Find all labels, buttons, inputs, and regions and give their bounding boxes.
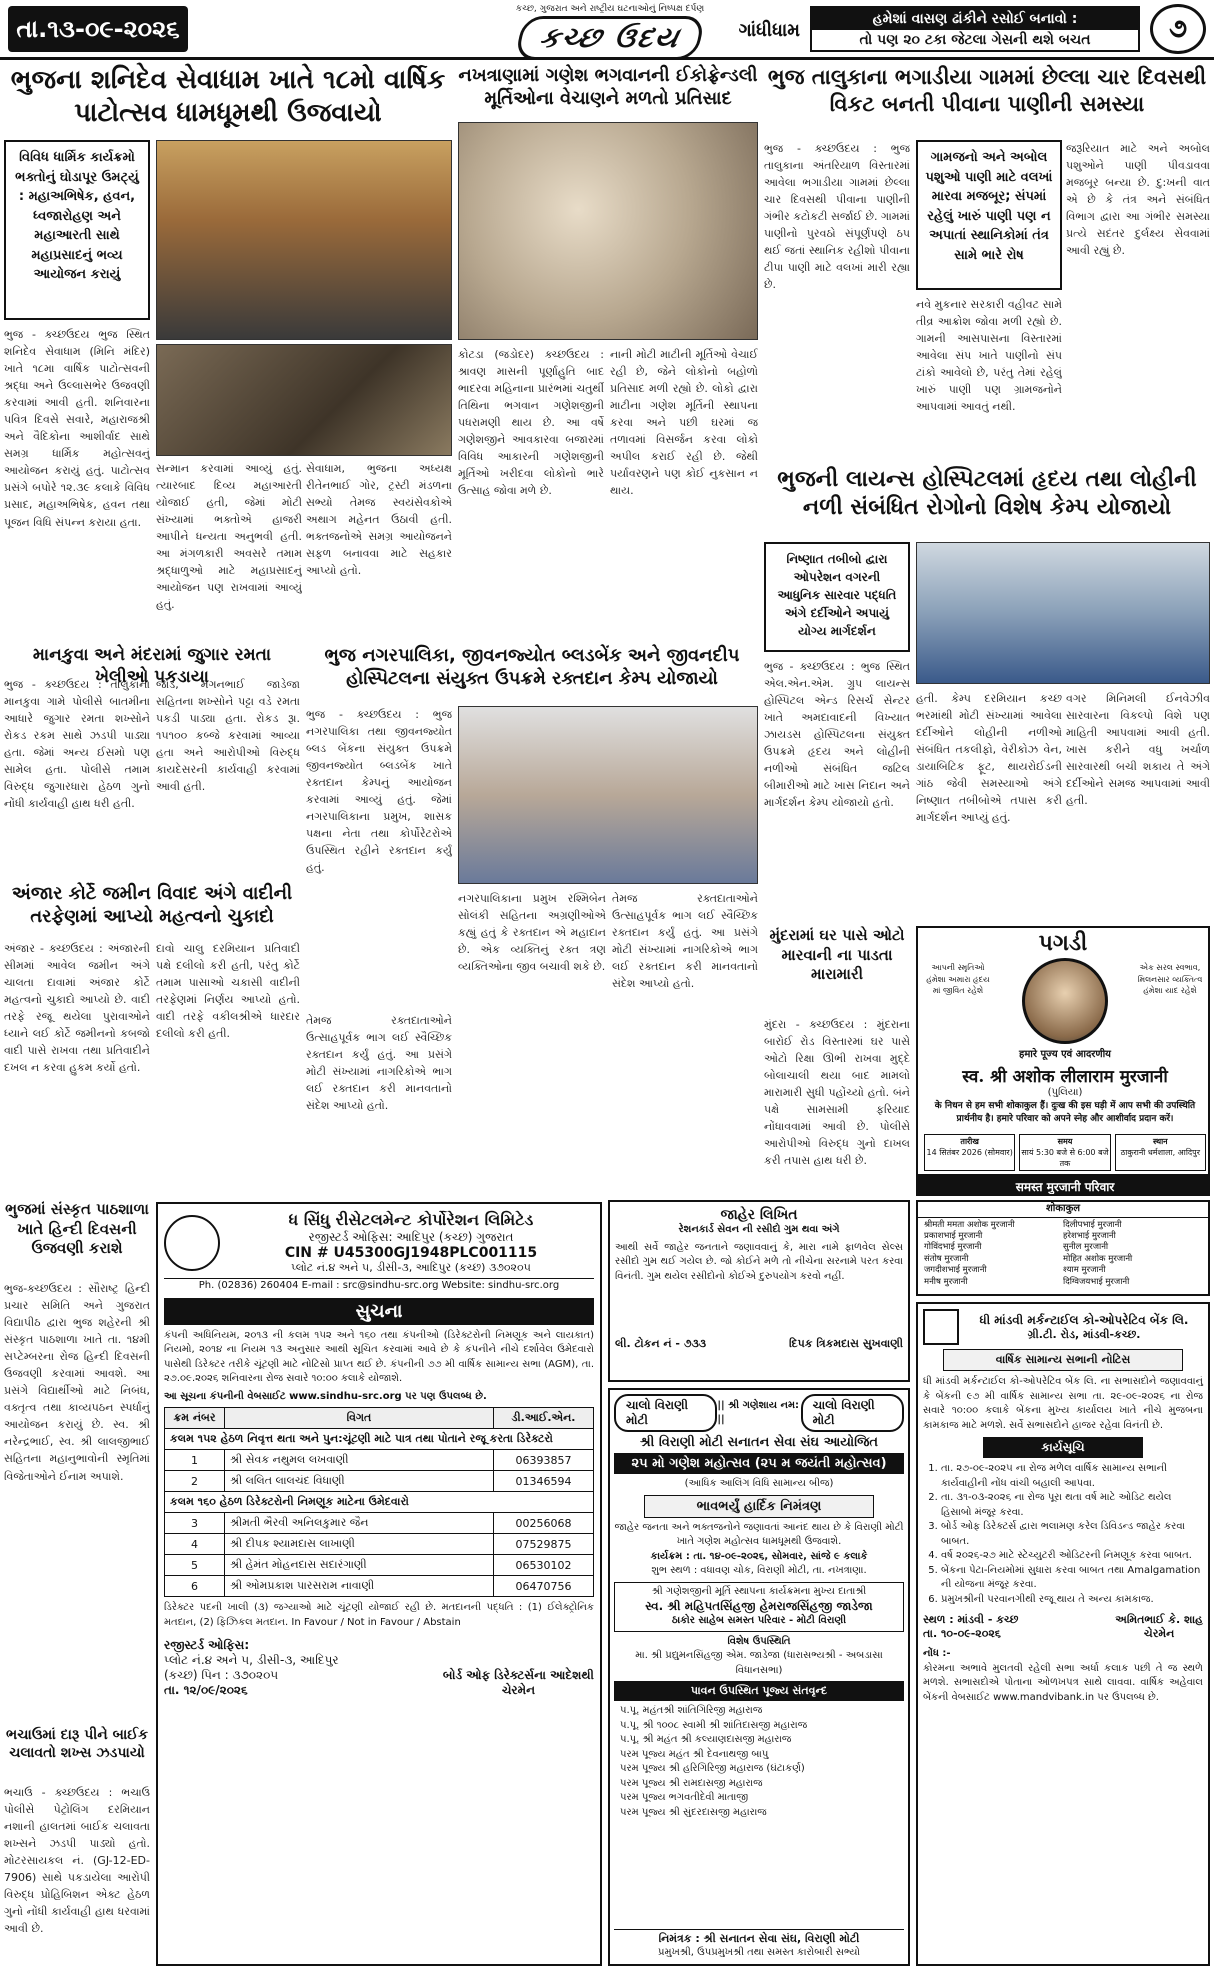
pagdi-title: પગડી [1038,930,1088,956]
table-row [165,1471,594,1492]
article-blood-donation-body-2: નગરપાલિકાના પ્રમુખ રશ્મિબેન સોલંકી સહિતના અગ્રણીઓએ કહ્યું હતું કે રક્તદાન એ મહાદાન છે. એક વ્યક્તિનું રક્ત ત્રણ વ્યક્તિઓના જીવ બચાવી શકે છે. [458,892,606,974]
table-section-retiring: કલમ ૧૫૨ હેઠળ નિવૃત્ત થતા અને પુન:ચૂંટણી માટે પાત્ર તથા પોતાને રજૂ કરતા ડિરેક્ટરો [165,1429,594,1450]
table-row [165,1450,594,1471]
list-item: પરમ પૂજ્ય શ્રી સુંદરદાસજી મહારાજ [620,1806,767,1818]
article-blood-donation-body-3: તેમજ રક્તદાતાઓને ઉત્સાહપૂર્વક ભાગ લઈ સ્વૈચ્છિક રક્તદાન કર્યું હતું. આ પ્રસંગે મોટી સંખ્યામાં નાગરિકોએ ભાગ લઈ રક્તદાન કરી માનવતાનો સંદેશ આપ્યો હતો. [612,892,758,991]
ganesh-footer: નિમંત્રક : શ્રી સનાતન સેવા સંઘ, વિરાણી મોટી [658,1931,860,1945]
table-cell-no: 4 [165,1534,225,1555]
mandvi-bank-logo-icon [923,1309,959,1345]
mandvi-notice-banner: વાર્ષિક સામાન્ય સભાની નોટિસ [943,1349,1183,1371]
table-cell-din: 06470756 [494,1576,594,1597]
article-shanidev-callout: વિવિધ ધાર્મિક કાર્યક્રમો ભક્તોનું ઘોડાપૂર ઉમટ્યું : મહાઅભિષેક, હવન, ધ્વજારોહણ અને મહાઆરતી સાથે મહાપ્રસાદનું ભવ્ય આયોજન કરાયું [4,140,150,320]
article-ganesh-idols-body-2: નાની મોટી માટીની મૂર્તિઓ વેચાઈ રહી છે, જેને લોકોનો બહોળો પ્રતિસાદ મળી રહ્યો છે. લોકો દ્વારા માટીના ગણેશ મૂર્તિની સ્થાપના કરવા અને પછી ઘરમાં જ તળાવમાં વિસર્જન કરવા લોકો અપીલ કરાઈ રહી છે. જેથી પર્યાવરણને પણ કોઈ નુકસાન ન થાય. [610,348,758,498]
sindhu-website-line: આ સૂચના કંપનીની વેબસાઈટ www.sindhu-src.org પર પણ ઉપલબ્ધ છે. [164,1390,487,1402]
edition-city: ગાંધીધામ [738,20,800,41]
mandvi-agenda-list [923,1462,1203,1607]
pagdi-place: स्थान ठाकुरानी धर्मशाला, आदिपुर [1115,1134,1206,1171]
pagdi-message: के निधन से हम सभी शोकाकुल हैं। दुःख की इस घड़ी में आप सभी की उपस्थिति प्रार्थनीय है। हमारे परिवार को अपने स्नेह और आशीर्वाद प्रदान करें। [934,1101,1196,1125]
article-lions-hospital-body-2: હતી. કેમ્પ દરમિયાન કચ્છ ભરમાંથી મોટી સંખ્યામાં આવેલા દર્દીઓને લોહીની નળીઓ સંબંધિત તકલીફો, વેરીકોઝ વેન, ડાયાબિટિક ફૂટ, થાયરોઈડની ગાંઠ જેવી સમસ્યાઓ અંગે નિષ્ણાત તબીબોએ તપાસ કરી માર્ગદર્શન આપ્યું હતું. [916,692,1062,825]
article-lions-hospital-body-3: વગર મિનિમલી ઈનવેઝીવ સારવારના વિકલ્પો વિશે પણ માહિતી આપવામાં આવી હતી. ખાસ કરીને વધુ ખર્ચાળ સારવારથી બચી શકાય તે અંગે દર્દીઓને સમજ આપવામાં આવી હતી. [1066,692,1210,808]
ganesh-chief-name: સ્વ. શ્રી મહિપતસિંહજી હેમરાજસિંહજી જાડેજા [645,1599,873,1613]
article-bhachau-drunk-body: ભચાઉ - ક્ચ્છઉદય : ભચાઉ પોલીસે પેટ્રોલિંગ દરમિયાન નશાની હાલતમાં બાઈક ચલાવતા શખ્સને ઝડપી પાડ્યો હતો. મોટરસાયકલ નં. (GJ-12-ED-7906) સાથે પકડાયેલા આરોપી વિરુદ્ધ પ્રોહિબિશન એક્ટ હેઠળ ગુનો નોંધી કાર્યવાહી હાથ ધરવામાં આવી છે. [4,1786,150,1936]
ganesh-footer-2: પ્રમુખશ્રી, ઉપપ્રમુખશ્રી તથા સમસ્ત કારોબારી સભ્યો [658,1946,860,1958]
list-item: मनीष मुरजानी [924,1276,968,1287]
article-gambling-headline: માનકુવા અને મંદરામાં જુગાર રમતા ખેલીઓ પકડાયા [32,645,272,688]
list-item: પરમ પૂજ્ય શ્રી હરિગિરિજી મહારાજ (ઘંટાકર્ણ) [620,1763,805,1774]
ganesh-saints-title: પાવન ઉપસ્થિત પૂજ્ય સંતવૃન્દ [614,1681,904,1701]
article-anjar-court-body-2: દાવો ચાલુ દરમિયાન પ્રતિવાદી પક્ષે દલીલો કરી હતી, પરંતુ કોર્ટે તમામ પાસાઓ ચકાસી વાદીની તરફેણમાં નિર્ણય આપ્યો હતો. વાદી તરફે વકીલશ્રીએ ધારદાર દલીલો કરી હતી. [156,942,300,1041]
article-water-crisis-callout: ગામજનો અને અબોલ પશુઓ પાણી માટે વલખાં મારવા મજબૂર; સંપમાં રહેલું ખારું પાણી પણ ન અપાતાં સ્થાનિકોમાં તંત્ર સામે ભારે રોષ [916,140,1062,290]
ganesh-invocation: || શ્રી ગણેશાય નમ: || [717,1399,799,1425]
article-shanidev-headline: ભુજના શનિદેવ સેવાધામ ખાતે ૧૮મો વાર્ષિક પાટોત્સવ ધામધૂમથી ઉજવાયો [10,65,446,128]
list-item: प्रकाशभाई मुरजानी [924,1230,983,1241]
shanidev-devotees-photo [156,344,452,456]
col-header-no: ક્રમ નંબર [165,1408,225,1429]
article-mundra-fight-headline: મુંદરામાં ઘર પાસે ઓટો મારવાની ના પાડતા મારામારી [769,926,905,983]
article-anjar-court-headline: અંજાર કોર્ટે જમીન વિવાદ અંગે વાદીની તરફેણમાં આપ્યો મહત્વનો ચુકાદો [11,883,293,928]
lost-notice-token: લી. ટોકન નં - ૭૩૩ [615,1336,707,1350]
pagdi-family: समस्त मुरजानी परिवार [918,1174,1210,1196]
pagdi-intro: हमारे पूज्य एवं आदरणीय [1019,1049,1111,1060]
article-blood-donation-body-1: ભુજ - ક્ચ્છઉદય : ભુજ નગરપાલિકા તથા જીવનજ્યોત બ્લડ બેંકના સંયુક્ત ઉપક્રમે જીવનજ્યોત બ્લડબેંક ખાતે રક્તદાન કેમ્પનું આયોજન કરવામાં આવ્યું હતું. જેમાં નગરપાલિકાના પ્રમુખ, શાસક પક્ષના નેતા તથા કોર્પોરેટરોએ ઉપસ્થિત રહીને રક્તદાન કર્યું હતું. [306,708,452,875]
ganesh-invite-banner: ભાવભર્યું હાર્દિક નિમંત્રણ [644,1495,874,1518]
mandvi-notes: કોરમના અભાવે મુલતવી રહેલી સભા અર્ધા કલાક પછી તે જ સ્થળે મળશે. સભાસદોએ પોતાના ઓળખપત્ર સાથે લાવવા. વાર્ષિક અહેવાલ બેંકની વેબસાઈટ www.mandvibank.in પર ઉપલબ્ધ છે. [923,1662,1203,1703]
table-cell-no: 6 [165,1576,225,1597]
ganesh-idols-photo [458,122,758,340]
table-cell-name: શ્રી ઓમપ્રકાશ પારસરામ નાવાણી [225,1576,494,1597]
lost-notice-signer: દિપક ત્રિકમદાસ સુખવાણી [789,1336,903,1350]
table-cell-name: શ્રી દીપક શ્યામદાસ લાખાણી [225,1534,494,1555]
list-item: 4. વર્ષ ૨૦૨૬-૨૭ માટે સ્ટેચ્યુટરી ઓડિટરની નિમણૂક કરવા બાબત. [941,1549,1203,1564]
article-water-crisis-body-1: ભુજ - ક્ચ્છઉદય : ભુજ તાલુકાના અંતરિયાળ વિસ્તારમાં આવેલા ભગાડીયા ગામમાં છેલ્લા ચાર દિવસથી પીવાના પાણીની ગંભીર કટોકટી સર્જાઈ છે. ગામમાં પાણીનો પુરવઠો સંપૂર્ણપણે ઠપ થઈ જતાં સ્થાનિક રહીશો પીવાના ટીપા પાણી માટે વલખાં મારી રહ્યા છે. [764,142,910,292]
masthead-bar [0,0,1214,60]
article-ganesh-idols-headline: નખત્રાણામાં ગણેશ ભગવાનની ઈકોફ્રેન્ડલી મૂર્તિઓના વેચાણને મળતો પ્રતિસાદ [458,65,758,110]
ganesh-guest-title: વિશેષ ઉપસ્થિતિ [727,1635,791,1647]
list-item: 1. તા. ૨૭-૦૯-૨૦૨૫ ના રોજ મળેલ વાર્ષિક સામાન્ય સભાની કાર્યવાહીની નોંધ વાંચી બહાલી આપવા. [941,1462,1203,1491]
mandvi-bank-name: ધી માંડવી મર્કન્ટાઈલ કો-ઓપરેટિવ બેંક લિ. [979,1312,1189,1327]
lost-notice-subtitle: રેશનકાર્ડ સેવન ની રસીદો ગુમ થવા અંગે [678,1224,840,1235]
article-hindi-day-body: ભુજ-ક્ચ્છઉદય : સૌરાષ્ટ્ર હિન્દી પ્રચાર સમિતિ અને ગુજરાત વિદ્યાપીઠ દ્વારા ભુજ શહેરની શ્રી સંસ્કૃત પાઠશાળા ખાતે તા. ૧૪મી સપ્ટેમ્બરના રોજ હિન્દી દિવસની ઉજવણી કરવામાં આવશે. આ પ્રસંગે વિદ્યાર્થીઓ માટે નિબંધ, વક્તૃત્વ તથા કાવ્યપઠન સ્પર્ધાનું આયોજન કરાયું છે. સ્વ. શ્રી નરેન્દ્રભાઈ, સ્વ. શ્રી લાલજીભાઈ સહિતના મહાનુભાવોની સ્મૃતિમાં વિજેતાઓને ઈનામ અપાશે. [4,1282,150,1483]
article-bhachau-drunk-headline: ભચાઉમાં દારૂ પીને બાઈક ચલાવતો શખ્સ ઝડપાયો [6,1727,148,1762]
table-row [165,1555,594,1576]
article-lions-hospital-headline: ભુજની લાયન્સ હોસ્પિટલમાં હૃદય તથા લોહીની નળી સંબંધિત રોગોનો વિશેષ કેમ્પ યોજાયો [777,467,1197,520]
table-row [165,1513,594,1534]
ganesh-venue: શુભ સ્થળ : વધાવણ ચોક, વિરાણી મોટી, તા. નખત્રાણા. [651,1565,867,1576]
list-item: संतोष मुरजानी [924,1253,969,1264]
issue-date: તા.૧૩-૦૯-૨૦૨૬ [8,6,188,52]
ganesh-intro: જાહેર જનતા અને ભક્તજનોને જણાવતાં આનંદ થાય છે કે વિરાણી મોટી ખાતે ગણેશ મહોત્સવ ધામધૂમથી ઉજવાશે. [614,1521,904,1547]
table-cell-din: 06530102 [494,1555,594,1576]
article-water-crisis-headline: ભુજ તાલુકાના ભગાડીયા ગામમાં છેલ્લા ચાર દિવસથી વિકટ બનતી પીવાના પાણીની સમસ્યા [767,65,1207,117]
article-blood-donation-headline: ભુજ નગરપાલિકા, જીવનજ્યોત બ્લડબેંક અને જીવનદીપ હોસ્પિટલના સંયુક્ત ઉપક્રમે રક્તદાન કેમ્પ યોજાયો [324,645,740,690]
list-item: सुनील मुरजानी [1063,1242,1109,1253]
director-candidates-table [164,1407,594,1597]
ganesh-event-title: ૨૫ મો ગણેશ મહોત્સવ (૨૫ મ જયંતી મહોત્સવ) [614,1453,904,1474]
list-item: પ.પૂ. મહંતશ્રી શાંતિગિરિજી મહારાજ [620,1705,763,1716]
list-item: 5. બેંકના પેટા-નિયમોમાં સુધારા કરવા બાબત તથા Amalgamation ની યોજના મંજૂર કરવા. [941,1564,1203,1593]
pagdi-time: समय सायं 5:30 बजे से 6:00 बजे तक [1019,1134,1110,1171]
sindhu-office-label: રજીસ્ટર્ડ ઓફિસ: [164,1638,250,1652]
sindhu-cin: CIN # U45300GJ1948PLC001115 [284,1245,538,1261]
list-item: 3. બોર્ડ ઓફ ડિરેક્ટર્સ દ્વારા ભલામણ કરેલ ડિવિડન્ડ જાહેર કરવા બાબત. [941,1520,1203,1549]
table-cell-no: 5 [165,1555,225,1576]
sindhu-footnote: ડિરેક્ટર પદની ખાલી (૩) જગ્યાઓ માટે ચૂંટણી યોજાઈ રહી છે. મતદાનની પદ્ધતિ : (1) ઈલેક્ટ્રોનિક મતદાન, (2) ફિઝિકલ મતદાન. In Favour / Not in Favour / Abstain [164,1602,594,1628]
sindhu-notice-date: તા. ૧૨/૦૯/૨૦૨૬ [164,1683,248,1697]
mandvi-agenda-title: કાર્યસૂચિ [983,1437,1143,1458]
list-item: जगदीशभाई मुरजानी [924,1265,987,1276]
table-row [165,1534,594,1555]
list-item: પ.પૂ. શ્રી મહંત શ્રી કલ્યાણદાસજી મહારાજ [620,1734,792,1745]
mandvi-signer-title: ચેરમેન [1143,1627,1175,1640]
ganesh-mahotsav-invitation [608,1388,910,1966]
mandvi-date: તા. ૧૦-૦૯-૨૦૨૬ [923,1627,1001,1640]
list-item: પરમ પૂજ્ય શ્રી રામદાસજી મહારાજ [620,1777,763,1789]
article-anjar-court-body-1: અંજાર - ક્ચ્છઉદય : અંજારની સીમમાં આવેલ જમીન અંગે ચાલતા દાવામાં અંજાર કોર્ટે મહત્વનો ચુકાદો આપ્યો છે. વાદી તરફે રજૂ થયેલા પુરાવાઓને ધ્યાને લઈ કોર્ટે જમીનનો કબજો વાદી પાસે રાખવા તથા પ્રતિવાદીને દખલ ન કરવા હુકમ કર્યો હતો. [4,942,150,1075]
deceased-portrait [1022,958,1108,1044]
ganesh-subline: (આધિક આલિંગ વિધિ સામાન્ય બીજ) [684,1478,834,1489]
sindhu-notice-banner: સુચના [164,1298,594,1325]
table-cell-name: શ્રી હેમંત મોહનદાસ સદારંગાણી [225,1555,494,1576]
sindhu-signatory: બોર્ડ ઓફ ડિરેક્ટર્સના આદેશથી [442,1668,594,1682]
list-item: 6. પ્રમુખશ્રીની પરવાનગીથી રજૂ થાય તે અન્ય કામકાજ. [941,1593,1203,1608]
table-cell-name: શ્રીમતી ભૈરવી અનિલકુમાર જૈન [225,1513,494,1534]
article-ganesh-idols-body-1: કોટડા (જડોદર) ક્ચ્છઉદય : શ્રાવણ માસની પૂર્ણાહુતિ બાદ ભાદરવા મહિનાના પ્રારંભમાં ચતુર્થી તિથિના ભગવાન ગણેશજીની પધરામણી થાય છે. આ વર્ષે ગણેશજીને આવકારવા બજારમાં વિવિધ આકારની ગણેશજીની મૂર્તિઓ ખરીદવા લોકોનો ભારે ઉત્સાહ જોવા મળે છે. [458,348,604,498]
article-shanidev-body-3: સેવાધામ, ભુજના અધ્યક્ષ રીતેનભાઈ ગોર, ટ્રસ્ટી મંડળના સભ્યો તેમજ સ્વયંસેવકોએ અથાગ મહેનત ઉઠાવી હતી. ભક્તજનોએ સમગ્ર આયોજનને સફળ બનાવવા માટે સહકાર આપ્યો હતો. [306,462,452,578]
table-cell-din: 06393857 [494,1450,594,1471]
table-cell-no: 1 [165,1450,225,1471]
article-hindi-day-headline: ભુજમાં સંસ્કૃત પાઠશાળા ખાતે હિન્દી દિવસની ઉજવણી કરાશે [5,1200,149,1257]
lost-receipts-notice [608,1200,910,1382]
sindhu-signatory-title: ચેરમેન [501,1683,536,1697]
sindhu-reg-office: રજીસ્ટર્ડ ઓફિસ: આદિપુર (કચ્છ) ગુજરાત [308,1230,514,1244]
article-gambling-body-2: જોડ, મગનભાઈ જાડેજા સહિતના શખ્સોને પટ્ટા વડે રમતા પકડી પાડ્યા હતા. રોકડ રૂા. ૧૫૧૦૦ કબ્જે કરવામાં આવ્યા હતા અને આરોપીઓ વિરુદ્ધ કાયદેસરની કાર્યવાહી કરવામાં આવી હતી. [156,678,300,794]
table-cell-din: 01346594 [494,1471,594,1492]
pagdi-left-note: આપની સ્મૃતિઓ હંમેશા અમારા હૃદય માં જીવિત રહેશે [926,963,990,996]
article-gambling-body-1: ભુજ - ક્ચ્છઉદય : તાલુકાના માનકુવા ગામે પોલીસે બાતમીના આધારે જુગાર રમતા શખ્સોને રોકડ રકમ સાથે ઝડપી પાડ્યા હતા. જેમાં અન્ય ઈસમો પણ સામેલ હતા. પોલીસે તમામ વિરુદ્ધ જુગારધારા હેઠળ ગુનો નોંધી કાર્યવાહી હાથ ધરી હતી. [4,678,150,811]
mourners-list [918,1218,1208,1291]
article-shanidev-body-2: સન્માન કરવામાં આવ્યું હતું. ત્યારબાદ દિવ્ય મહાઆરતી યોજાઈ હતી, જેમાં મોટી સંખ્યામાં ભક્તોએ હાજરી આપીને ધન્યતા અનુભવી હતી. આ મંગળકારી અવસરે તમામ શ્રદ્ધાળુઓ માટે મહાપ્રસાદનું આયોજન પણ રાખવામાં આવ્યું હતું. [156,462,302,612]
table-cell-no: 3 [165,1513,225,1534]
lost-notice-title: જાહેર લિખિત [720,1207,798,1223]
pagdi-mourners-box [916,1200,1210,1296]
ganesh-org: શ્રી વિરાણી મોટી સનાતન સેવા સંઘ આયોજિત [639,1435,878,1450]
mandvi-signer: અમિતભાઈ કે. શાહ [1115,1613,1203,1626]
page-number: ૭ [1150,4,1206,54]
table-section-candidates: કલમ ૧૬૦ હેઠળ ડિરેક્ટરોની નિમણૂક માટેના ઉમેદવારો [165,1492,594,1513]
mandvi-notes-title: નોંધ :- [923,1648,951,1659]
article-water-crisis-body-3: નવે મુકનાર સરકારી વહીવટ સામે તીવ્ર આક્રોશ જોવા મળી રહ્યો છે. ગામની આસપાસના વિસ્તારમાં આવેલા સંપ ખાતે પાણીનો સંપ ટાંકો આવેલો છે, પરંતુ તેમાં રહેલું ખારું પાણી પણ ગ્રામજનોને આપવામાં આવતું નથી. [916,298,1062,414]
sindhu-address: પ્લોટ નં.૪ અને ૫, ડીસી-૩, આદિપુર (કચ્છ) ૩૭૦૨૦૫ [291,1261,531,1274]
sindhu-org-name: ધ સિંધુ રીસેટલમેન્ટ કોર્પોરેશન લિમિટેડ [288,1210,534,1229]
list-item: गोविंदभाई मुरजानी [924,1242,982,1253]
mandvi-place: સ્થળ : માંડવી - કચ્છ [923,1613,1019,1626]
article-water-crisis-body-2: જરૂરિયાત માટે અને અબોલ પશુઓને પાણી પીવડાવવા મજબૂર બન્યા છે. દુ:ખની વાત એ છે કે તંત્ર અને સંબંધિત વિભાગ દ્વારા આ ગંભીર સમસ્યા પ્રત્યે સદંતર દુર્લક્ષ્ય સેવવામાં આવી રહ્યું છે. [1066,142,1210,258]
ganesh-guest: મા. શ્રી પ્રદ્યુમનસિંહજી એમ. જાડેજા (ધારાસભ્યશ્રી - અબડાસા વિધાનસભા) [635,1650,883,1676]
slogan-line-1: હમેશાં વાસણ ઢાંકીને રસોઈ બનાવો : [872,11,1078,27]
ganesh-chief-intro: શ્રી ગણેશજીની મૂર્તિ સ્થાપના કાર્યક્રમના મુખ્ય દાતાશ્રી [651,1585,867,1597]
table-cell-din: 00256068 [494,1513,594,1534]
list-item: પ.પૂ. શ્રી ૧૦૦૮ સ્વામી શ્રી શાંતિદાસજી મહારાજ [620,1719,808,1731]
sindhu-contact: Ph. (02836) 260404 E-mail : src@sindhu-src.org Website: sindhu-src.org [164,1278,594,1294]
deceased-relation: (પુલિયા) [1047,1087,1083,1098]
pagdi-right-note: એક સરલ સ્વભાવ, મિલનસાર વ્યક્તિત્વ હંમેશા યાદ રહેશે [1137,963,1203,996]
badge-left: ચાલો વિરાણી મોટી [614,1394,717,1432]
list-item: પરમ પૂજ્ય ભગવતીદેવી માતાજી [620,1792,749,1803]
table-cell-name: શ્રી લલિત લાલચંદ વિધાણી [225,1471,494,1492]
pagdi-obituary-ad [916,926,1210,1196]
mandvi-bank-agm-notice [916,1302,1210,1966]
deceased-name: स्व. श्री अशोक लीलाराम मुरजानी [962,1067,1168,1087]
sindhu-logo-icon [164,1215,220,1271]
sindhu-office-address: પ્લોટ નં.૪ અને ૫, ડીસી-૩, આદિપુર (કચ્છ) પિન : ૩૭૦૨૦૫ [164,1653,339,1682]
article-lions-hospital-body-1: ભુજ - ક્ચ્છઉદય : ભુજ સ્થિત એલ.એન.એમ. ગ્રુપ લાયન્સ હોસ્પિટલ એન્ડ રિસર્ચ સેન્ટર ખાતે અમદાવાદની વિખ્યાત ઝાયડસ હોસ્પિટલના સંયુક્ત ઉપક્રમે હૃદય અને લોહીની નળીઓ સંબંધિત જટિલ બીમારીઓ માટે ખાસ નિદાન અને માર્ગદર્શન કેમ્પ યોજાયો હતો. [764,660,910,810]
masthead-tagline: કચ્છ, ગુજરાત અને રાષ્ટ્રીય ઘટનાઓનું નિષ્પક્ષ દર્પણ [515,4,705,14]
list-item: 2. તા. ૩૧-૦૩-૨૦૨૬ ના રોજ પૂરા થતા વર્ષ માટે ઓડિટ થયેલ હિસાબો મંજૂર કરવા. [941,1491,1203,1520]
lions-hospital-camp-photo [916,542,1210,684]
mandvi-bank-address: ગ્રી.ટી. રોડ, માંડવી-કચ્છ. [1027,1327,1141,1341]
list-item: दिग्विजयभाई मुरजानी [1063,1276,1130,1287]
ganesh-program: કાર્યક્રમ : તા. ૧૪-૦૯-૨૦૨૬, સોમવાર, સાંજે ૯ કલાકે [650,1550,868,1562]
pagdi-date: तारीख 14 सितंबर 2026 (सोमवार) [924,1134,1015,1171]
list-item: પરમ પૂજ્ય મહંત શ્રી દેવનાથજી બાપુ [620,1748,769,1760]
pagdi-schedule [924,1134,1206,1171]
article-anjar-court-body-3: તેમજ રક્તદાતાઓને ઉત્સાહપૂર્વક ભાગ લઈ સ્વૈચ્છિક રક્તદાન કર્યું હતું. આ પ્રસંગે મોટી સંખ્યામાં નાગરિકોએ ભાગ લઈ રક્તદાન કરી માનવતાનો સંદેશ આપ્યો હતો. [306,1014,452,1113]
table-cell-name: શ્રી સેવક નથુમલ લખવાણી [225,1450,494,1471]
col-header-detail: વિગત [225,1408,494,1429]
col-header-din: ડી.આઈ.એન. [494,1408,594,1429]
newspaper-logo: કચ્છ ઉદય [514,16,705,60]
table-cell-no: 2 [165,1471,225,1492]
masthead [420,4,800,56]
table-row [165,1576,594,1597]
blood-donation-camp-photo [458,706,758,884]
list-item: श्याम मुरजानी [1063,1265,1106,1276]
table-cell-din: 07529875 [494,1534,594,1555]
list-item: श्रीमती ममता अशोक मुरजानी [924,1219,1015,1230]
sindhu-intro: કંપની અધિનિયમ, ૨૦૧૩ ની કલમ ૧૫૨ અને ૧૬૦ તથા કંપનીઓ (ડિરેક્ટરોની નિમણૂક અને લાયકાત) નિયમો, ૨૦૧૪ ના નિયમ ૧૩ અનુસાર આથી સૂચિત કરવામાં આવે છે કે કંપનીને નીચે દર્શાવેલ ઉમેદવારો પાસેથી ડિરેક્ટર તરીકે ચૂંટણી માટે નોટિસો પ્રાપ્ત થઈ છે. કંપનીની ૭૭ મી વાર્ષિક સામાન્ય સભા (AGM), તા. ૨૭.૦૯.૨૦૨૬ શનિવારના રોજ સવારે ૧૦:૦૦ કલાકે યોજાશે. [164,1329,594,1384]
badge-right: ચાલો વિરાણી મોટી [801,1394,904,1432]
ganesh-saints-list [614,1704,904,1820]
shanidev-temple-photo [156,140,452,340]
list-item: हरेशभाई मुरजानी [1063,1230,1116,1241]
gas-saving-slogan [810,6,1140,52]
slogan-line-2: તો પણ ૨૦ ટકા જેટલા ગેસની થશે બચત [812,30,1138,50]
ganesh-chief-family: ઠાકોર સાહેબ સમસ્ત પરિવાર - મોટી વિરાણી [671,1615,847,1626]
article-lions-hospital-callout: નિષ્ણાત તબીબો દ્વારા ઓપરેશન વગરની આધુનિક સારવાર પદ્ધતિ અંગે દર્દીઓને અપાયું યોગ્ય માર્ગદર્શન [764,542,910,652]
sindhu-agm-notice [156,1202,602,1966]
list-item: मोहित अशोक मुरजानी [1063,1253,1133,1264]
lost-notice-body: આથી સર્વે જાહેર જનતાને જણાવવાનું કે, મારા નામે ફાળવેલ સેલ્સ રસીદો ગુમ થઈ ગયેલ છે. જો કોઈને મળે તો નીચેના સરનામે પરત કરવા વિનંતી. ગુમ થયેલ રસીદોનો કોઈએ દુરુપયોગ કરવો નહીં. [615,1241,903,1282]
list-item: दिलीपभाई मुरजानी [1063,1219,1122,1230]
mourners-title: शोकाकुल [918,1202,1208,1218]
mandvi-notice-body: ધી માંડવી મર્કન્ટાઈલ કો-ઓપરેટિવ બેંક લિ. ના સભાસદોને જણાવવાનું કે બેંકની ૯૭ મી વાર્ષિક સામાન્ય સભા તા. ૨૯-૦૯-૨૦૨૬ ના રોજ સવારે ૧૦:૦૦ કલાકે બેંકના મુખ્ય કાર્યાલય ખાતે નીચે મુજબના કામકાજ માટે મળશે. સર્વે સભાસદોને હાજર રહેવા વિનંતી છે. [923,1376,1203,1431]
article-shanidev-body-1: ભુજ - ક્ચ્છઉદય ભુજ સ્થિત શનિદેવ સેવાધામ (મિનિ મંદિર) ખાતે ૧૮મા વાર્ષિક પાટોત્સવની શ્રદ્ધા અને ઉલ્લાસભેર ઉજવણી કરવામાં આવી હતી. શનિવારના પવિત્ર દિવસે સવારે, મહારાજશ્રી અને વૈદિકોના આશીર્વાદ સાથે સમગ્ર ધાર્મિક મહોત્સવનું આયોજન કરાયું હતું. પાટોત્સવ પ્રસંગે બપોરે ૧૨.૩૯ કલાકે વિવિધ પ્રસાદ, મહાઅભિષેક, હવન તથા પૂજન વિધિ સંપન્ન કરાયા હતા. [4,328,150,529]
article-mundra-fight-body: મુંદરા - ક્ચ્છઉદય : મુંદરાના બારોઈ રોડ વિસ્તારમાં ઘર પાસે ઓટો રિક્ષા ઊભી રાખવા મુદ્દે બોલાચાલી થયા બાદ મામલો મારામારી સુધી પહોંચ્યો હતો. બંને પક્ષે સામસામી ફરિયાદ નોંધાવવામાં આવી છે. પોલીસે આરોપીઓ વિરુદ્ધ ગુનો દાખલ કરી તપાસ હાથ ધરી છે. [764,1018,910,1168]
